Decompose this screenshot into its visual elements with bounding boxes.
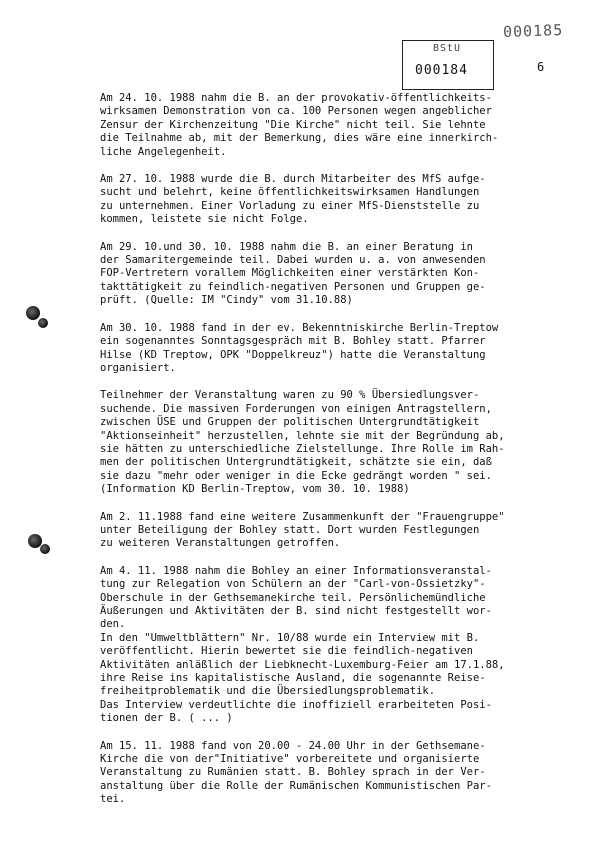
page-number: 6 bbox=[537, 60, 545, 74]
text-line: sucht und belehrt, keine öffentlichkeitswirksamen Handlungen bbox=[100, 186, 480, 199]
text-line: takttätigkeit zu feindlich-negativen Personen und Gruppen ge- bbox=[100, 280, 486, 293]
text-line: unter Beteiligung der Bohley statt. Dort wurden Festlegungen bbox=[100, 523, 480, 536]
text-line: organisiert. bbox=[100, 361, 176, 374]
text-line: sie hätten zu unterschiedliche Zielstellunge. Ihre Rolle im Rah- bbox=[100, 442, 505, 455]
text-line: sie dazu "mehr oder weniger in die Ecke gedrängt worden " sei. bbox=[100, 469, 492, 482]
paragraph bbox=[100, 565, 580, 726]
text-line: suchende. Die massiven Forderungen von einigen Antragstellern, bbox=[100, 402, 492, 415]
text-line: zwischen ÜSE und Gruppen der politischen Untergrundtätigkeit bbox=[100, 416, 480, 429]
punch-hole-icon bbox=[38, 318, 48, 328]
text-line: Aktivitäten anläßlich der Liebknecht-Luxemburg-Feier am 17.1.88, bbox=[100, 658, 505, 671]
text-line: wirksamen Demonstration von ca. 100 Personen wegen angeblicher bbox=[100, 105, 492, 118]
text-line: Am 2. 11.1988 fand eine weitere Zusammenkunft der "Frauengruppe" bbox=[100, 510, 505, 523]
text-line: Am 4. 11. 1988 nahm die Bohley an einer Informationsveranstal- bbox=[100, 564, 492, 577]
text-line: kommen, leistete sie nicht Folge. bbox=[100, 213, 309, 226]
text-line: tei. bbox=[100, 793, 126, 806]
text-line: zu weiteren Veranstaltungen getroffen. bbox=[100, 537, 341, 550]
paragraph bbox=[100, 241, 580, 308]
text-line: die Teilnahme ab, mit der Bemerkung, dies wäre eine innerkirch- bbox=[100, 132, 499, 145]
text-line: Am 15. 11. 1988 fand von 20.00 - 24.00 Uhr in der Gethsemane- bbox=[100, 739, 486, 752]
bstu-stamp-number: 000184 bbox=[415, 63, 468, 78]
text-line: In den "Umweltblättern" Nr. 10/88 wurde ein Interview mit B. bbox=[100, 631, 480, 644]
punch-hole-icon bbox=[26, 306, 40, 320]
paragraph bbox=[100, 92, 580, 159]
paragraph bbox=[100, 389, 580, 496]
text-line: Oberschule in der Gethsemanekirche teil. Persönlichemündliche bbox=[100, 591, 486, 604]
text-line: Am 29. 10.und 30. 10. 1988 nahm die B. an einer Beratung in bbox=[100, 240, 473, 253]
paragraph bbox=[100, 322, 580, 376]
text-line: Hilse (KD Treptow, OPK "Doppelkreuz") hatte die Veranstaltung bbox=[100, 348, 486, 361]
text-line: Zensur der Kirchenzeitung "Die Kirche" nicht teil. Sie lehnte bbox=[100, 118, 486, 131]
text-line: men der politischen Untergrundtätigkeit, schätzte sie ein, daß bbox=[100, 456, 492, 469]
document-body bbox=[100, 92, 580, 821]
text-line: FOP-Vertretern vorallem Möglichkeiten einer verstärkten Kon- bbox=[100, 267, 480, 280]
text-line: prüft. (Quelle: IM "Cindy" vom 31.10.88) bbox=[100, 294, 353, 307]
text-line: veröffentlicht. Hierin bewertet sie die feindlich-negativen bbox=[100, 645, 473, 658]
text-line: der Samaritergemeinde teil. Dabei wurden u. a. von anwesenden bbox=[100, 254, 486, 267]
text-line: zu unternehmen. Einer Vorladung zu einer MfS-Dienststelle zu bbox=[100, 199, 480, 212]
text-line: Am 27. 10. 1988 wurde die B. durch Mitarbeiter des MfS aufge- bbox=[100, 173, 486, 186]
text-line: anstaltung über die Rolle der Rumänischen Kommunistischen Par- bbox=[100, 779, 492, 792]
text-line: tung zur Relegation von Schülern an der "Carl-von-Ossietzky"- bbox=[100, 578, 486, 591]
bstu-stamp-label: BStU bbox=[433, 43, 462, 54]
text-line: Teilnehmer der Veranstaltung waren zu 90 % Übersiedlungsver- bbox=[100, 389, 480, 402]
text-line: Veranstaltung zu Rumänien statt. B. Bohley sprach in der Ver- bbox=[100, 766, 486, 779]
punch-hole-icon bbox=[40, 544, 50, 554]
text-line: Das Interview verdeutlichte die inoffiziell erarbeiteten Posi- bbox=[100, 698, 492, 711]
text-line: Am 30. 10. 1988 fand in der ev. Bekenntniskirche Berlin-Treptow bbox=[100, 321, 499, 334]
text-line: "Aktionseinheit" herzustellen, lehnte sie mit der Begründung ab, bbox=[100, 429, 505, 442]
text-line: tionen der B. ( ... ) bbox=[100, 712, 233, 725]
text-line: freiheitproblematik und die Übersiedlungsproblematik. bbox=[100, 685, 436, 698]
archive-stamp-number: 000185 bbox=[502, 20, 564, 42]
text-line: ihre Reise ins kapitalistische Ausland, die sogenannte Reise- bbox=[100, 672, 486, 685]
paragraph bbox=[100, 173, 580, 227]
text-line: Am 24. 10. 1988 nahm die B. an der provokativ-öffentlichkeits- bbox=[100, 92, 492, 104]
text-line: ein sogenanntes Sonntagsgespräch mit B. Bohley statt. Pfarrer bbox=[100, 335, 486, 348]
text-line: (Information KD Berlin-Treptow, vom 30. 10. 1988) bbox=[100, 483, 410, 496]
text-line: Äußerungen und Aktivitäten der B. sind nicht festgestellt wor- bbox=[100, 605, 492, 617]
text-line: den. bbox=[100, 618, 126, 631]
text-line: Kirche die von der"Initiative" vorbereitete und organisierte bbox=[100, 753, 480, 766]
bstu-stamp-box bbox=[402, 40, 494, 90]
paragraph bbox=[100, 511, 580, 551]
text-line: liche Angelegenheit. bbox=[100, 145, 227, 158]
paragraph bbox=[100, 740, 580, 807]
